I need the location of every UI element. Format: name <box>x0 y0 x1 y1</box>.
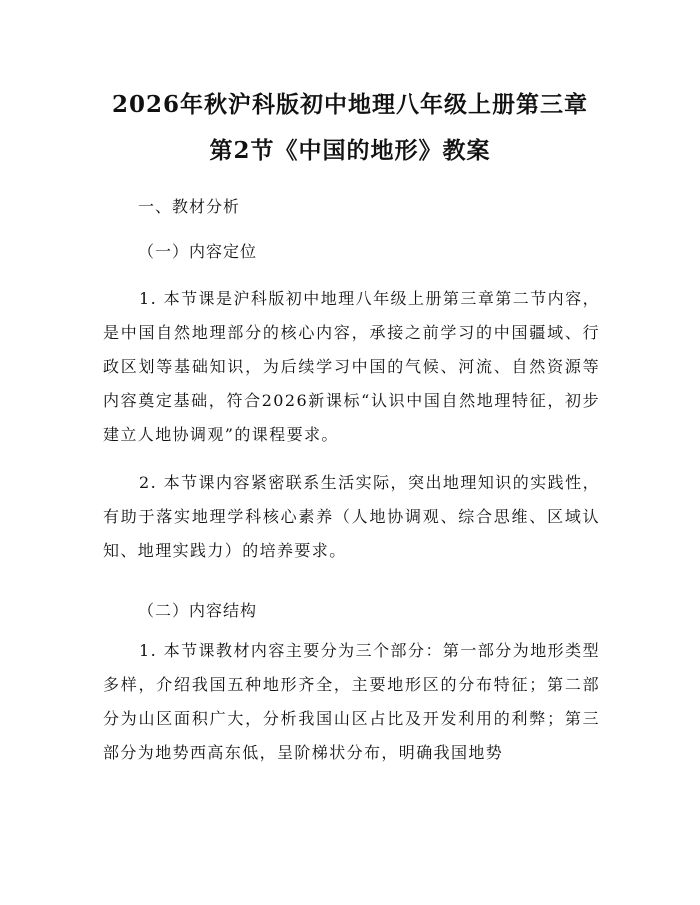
paragraph-2: 2. 本节课内容紧密联系生活实际，突出地理知识的实践性，有助于落实地理学科核心素养（人地协调观、综合思维、区域认知、地理实践力）的培养要求。 <box>103 473 600 560</box>
document-title-line-2: 第2节《中国的地形》教案 <box>209 137 491 164</box>
document-title-line-1: 2026年秋沪科版初中地理八年级上册第三章 <box>111 91 588 118</box>
paragraph-3: 1. 本节课教材内容主要分为三个部分：第一部分为地形类型多样，介绍我国五种地形齐全，主要地形区的分布特征；第二部分为山区面积广大，分析我国山区占比及开发利用的利弊；第三部分为地势西高东低，呈阶梯状分布，明确我国地势 <box>103 641 600 762</box>
subsection-heading-content-structure: （二）内容结构 <box>138 601 258 620</box>
section-heading-textbook-analysis: 一、教材分析 <box>138 197 241 216</box>
paragraph-1: 1. 本节课是沪科版初中地理八年级上册第三章第二节内容，是中国自然地理部分的核心内容，承接之前学习的中国疆域、行政区划等基础知识，为后续学习中国的气候、河流、自然资源等内容奠定基础，符合2026新课标“认识中国自然地理特征，初步建立人地协调观”的课程要求。 <box>103 289 600 444</box>
subsection-heading-content-positioning: （一）内容定位 <box>138 242 258 261</box>
